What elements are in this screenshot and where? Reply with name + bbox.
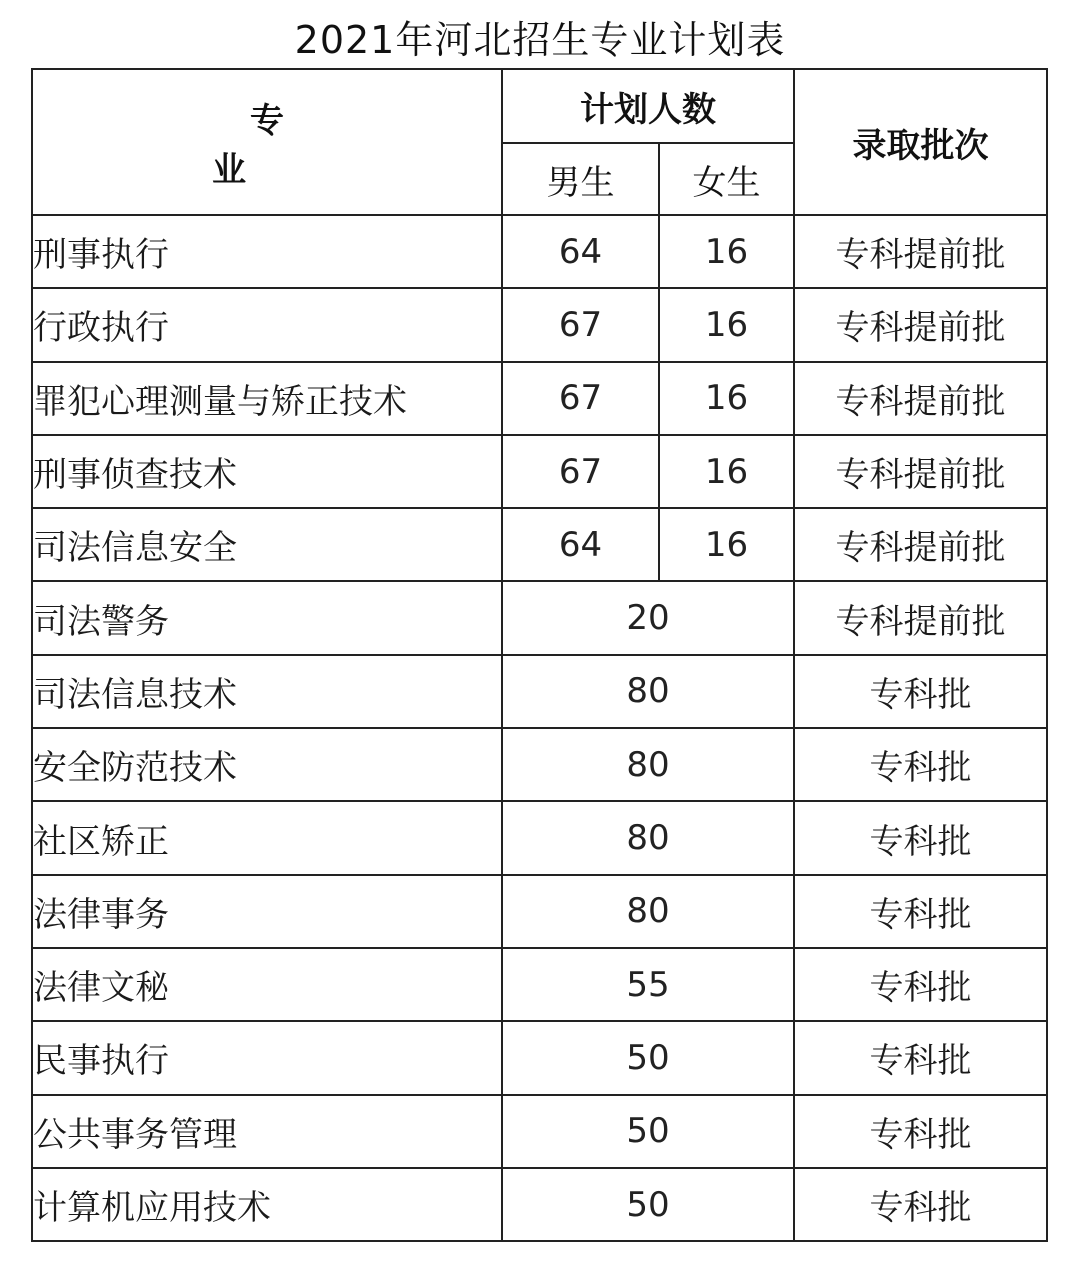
batch-cell: 专科批 bbox=[794, 655, 1047, 728]
total-count-cell: 20 bbox=[502, 581, 794, 654]
major-cell: 法律文秘 bbox=[32, 948, 502, 1021]
table-row bbox=[32, 948, 1047, 1021]
header-row bbox=[32, 69, 1047, 143]
table-row bbox=[32, 215, 1047, 288]
batch-cell: 专科提前批 bbox=[794, 435, 1047, 508]
batch-cell: 专科提前批 bbox=[794, 215, 1047, 288]
column-header-batch: 录取批次 bbox=[794, 69, 1047, 215]
male-count-cell: 64 bbox=[502, 215, 659, 288]
table-row bbox=[32, 288, 1047, 361]
batch-cell: 专科批 bbox=[794, 1021, 1047, 1094]
table-row bbox=[32, 728, 1047, 801]
table-row bbox=[32, 508, 1047, 581]
total-count-cell: 50 bbox=[502, 1021, 794, 1094]
total-count-cell: 80 bbox=[502, 655, 794, 728]
enrollment-plan-table bbox=[31, 68, 1048, 1242]
batch-cell: 专科批 bbox=[794, 801, 1047, 874]
batch-cell: 专科提前批 bbox=[794, 581, 1047, 654]
page-title: 2021年河北招生专业计划表 bbox=[294, 18, 786, 62]
female-count-cell: 16 bbox=[659, 215, 794, 288]
column-header-male: 男生 bbox=[502, 143, 659, 215]
column-header-female: 女生 bbox=[659, 143, 794, 215]
major-cell: 民事执行 bbox=[32, 1021, 502, 1094]
male-count-cell: 67 bbox=[502, 288, 659, 361]
table-row bbox=[32, 1168, 1047, 1241]
major-cell: 刑事侦查技术 bbox=[32, 435, 502, 508]
column-header-plan: 计划人数 bbox=[502, 69, 794, 143]
major-cell: 司法信息安全 bbox=[32, 508, 502, 581]
major-cell: 罪犯心理测量与矫正技术 bbox=[32, 362, 502, 435]
male-count-cell: 67 bbox=[502, 362, 659, 435]
total-count-cell: 50 bbox=[502, 1168, 794, 1241]
major-cell: 公共事务管理 bbox=[32, 1095, 502, 1168]
total-count-cell: 80 bbox=[502, 875, 794, 948]
major-cell: 计算机应用技术 bbox=[32, 1168, 502, 1241]
total-count-cell: 55 bbox=[502, 948, 794, 1021]
batch-cell: 专科批 bbox=[794, 728, 1047, 801]
major-cell: 刑事执行 bbox=[32, 215, 502, 288]
batch-cell: 专科提前批 bbox=[794, 362, 1047, 435]
table-row bbox=[32, 801, 1047, 874]
female-count-cell: 16 bbox=[659, 288, 794, 361]
batch-cell: 专科提前批 bbox=[794, 508, 1047, 581]
table-row bbox=[32, 435, 1047, 508]
batch-cell: 专科批 bbox=[794, 1095, 1047, 1168]
table-row bbox=[32, 581, 1047, 654]
male-count-cell: 67 bbox=[502, 435, 659, 508]
total-count-cell: 50 bbox=[502, 1095, 794, 1168]
female-count-cell: 16 bbox=[659, 362, 794, 435]
batch-cell: 专科批 bbox=[794, 875, 1047, 948]
major-cell: 司法警务 bbox=[32, 581, 502, 654]
major-cell: 安全防范技术 bbox=[32, 728, 502, 801]
column-header-major: 专 业 bbox=[32, 69, 502, 215]
batch-cell: 专科批 bbox=[794, 948, 1047, 1021]
major-cell: 社区矫正 bbox=[32, 801, 502, 874]
table-row bbox=[32, 1021, 1047, 1094]
female-count-cell: 16 bbox=[659, 435, 794, 508]
batch-cell: 专科批 bbox=[794, 1168, 1047, 1241]
female-count-cell: 16 bbox=[659, 508, 794, 581]
major-cell: 行政执行 bbox=[32, 288, 502, 361]
table-row bbox=[32, 362, 1047, 435]
batch-cell: 专科提前批 bbox=[794, 288, 1047, 361]
table-row bbox=[32, 1095, 1047, 1168]
major-cell: 法律事务 bbox=[32, 875, 502, 948]
table-row bbox=[32, 875, 1047, 948]
total-count-cell: 80 bbox=[502, 728, 794, 801]
major-cell: 司法信息技术 bbox=[32, 655, 502, 728]
table-row bbox=[32, 655, 1047, 728]
male-count-cell: 64 bbox=[502, 508, 659, 581]
total-count-cell: 80 bbox=[502, 801, 794, 874]
